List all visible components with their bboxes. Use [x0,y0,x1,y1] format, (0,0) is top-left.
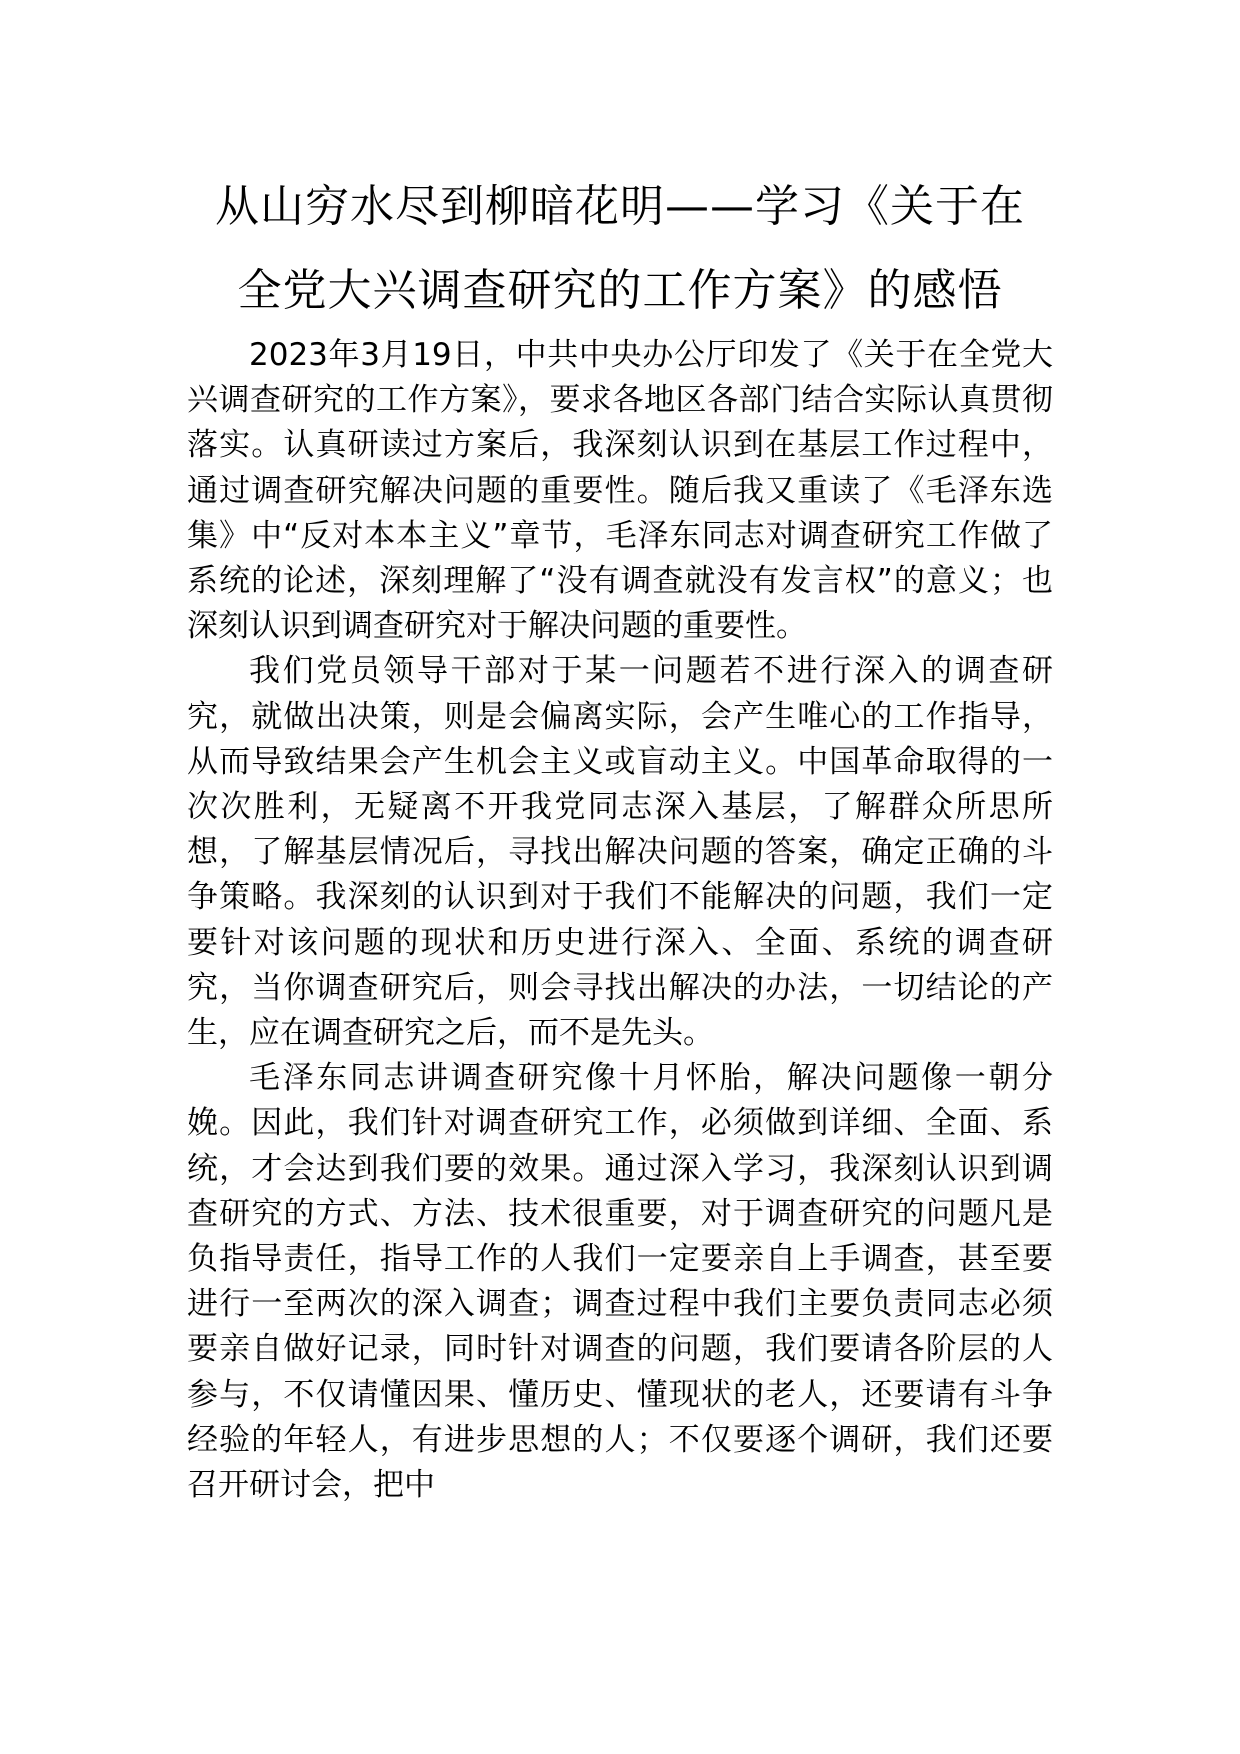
paragraph-3: 毛泽东同志讲调查研究像十月怀胎，解决问题像一朝分娩。因此，我们针对调查研究工作，必须做到详细、全面、系统，才会达到我们要的效果。通过深入学习，我深刻认识到调查研究的方式、方法、技术很重要，对于调查研究的问题凡是负指导责任，指导工作的人我们一定要亲自上手调查，甚至要进行一至两次的深入调查；调查过程中我们主要负责同志必须要亲自做好记录，同时针对调查的问题，我们要请各阶层的人参与，不仅请懂因果、懂历史、懂现状的老人，还要请有斗争经验的年轻人，有进步思想的人；不仅要逐个调研，我们还要召开研讨会，把中 [187,1060,1053,1504]
title-line-1: 从山穷水尽到柳暗花明——学习《关于在 [215,181,1025,232]
paragraph-2: 我们党员领导干部对于某一问题若不进行深入的调查研究，就做出决策，则是会偏离实际，会产生唯心的工作指导，从而导致结果会产生机会主义或盲动主义。中国革命取得的一次次胜利，无疑离不开我党同志深入基层，了解群众所思所想，了解基层情况后，寻找出解决问题的答案，确定正确的斗争策略。我深刻的认识到对于我们不能解决的问题，我们一定要针对该问题的现状和历史进行深入、全面、系统的调查研究，当你调查研究后，则会寻找出解决的办法，一切结论的产生，应在调查研究之后，而不是先头。 [187,653,1053,1052]
title-line-2: 全党大兴调查研究的工作方案》的感悟 [237,265,1003,316]
document-body [187,333,1053,1508]
document-title [170,165,1070,333]
paragraph-1: 2023年3月19日，中共中央办公厅印发了《关于在全党大兴调查研究的工作方案》，要求各地区各部门结合实际认真贯彻落实。认真研读过方案后，我深刻认识到在基层工作过程中，通过调查研究解决问题的重要性。随后我又重读了《毛泽东选集》中“反对本本主义”章节，毛泽东同志对调查研究工作做了系统的论述，深刻理解了“没有调查就没有发言权”的意义；也深刻认识到调查研究对于解决问题的重要性。 [187,337,1053,645]
